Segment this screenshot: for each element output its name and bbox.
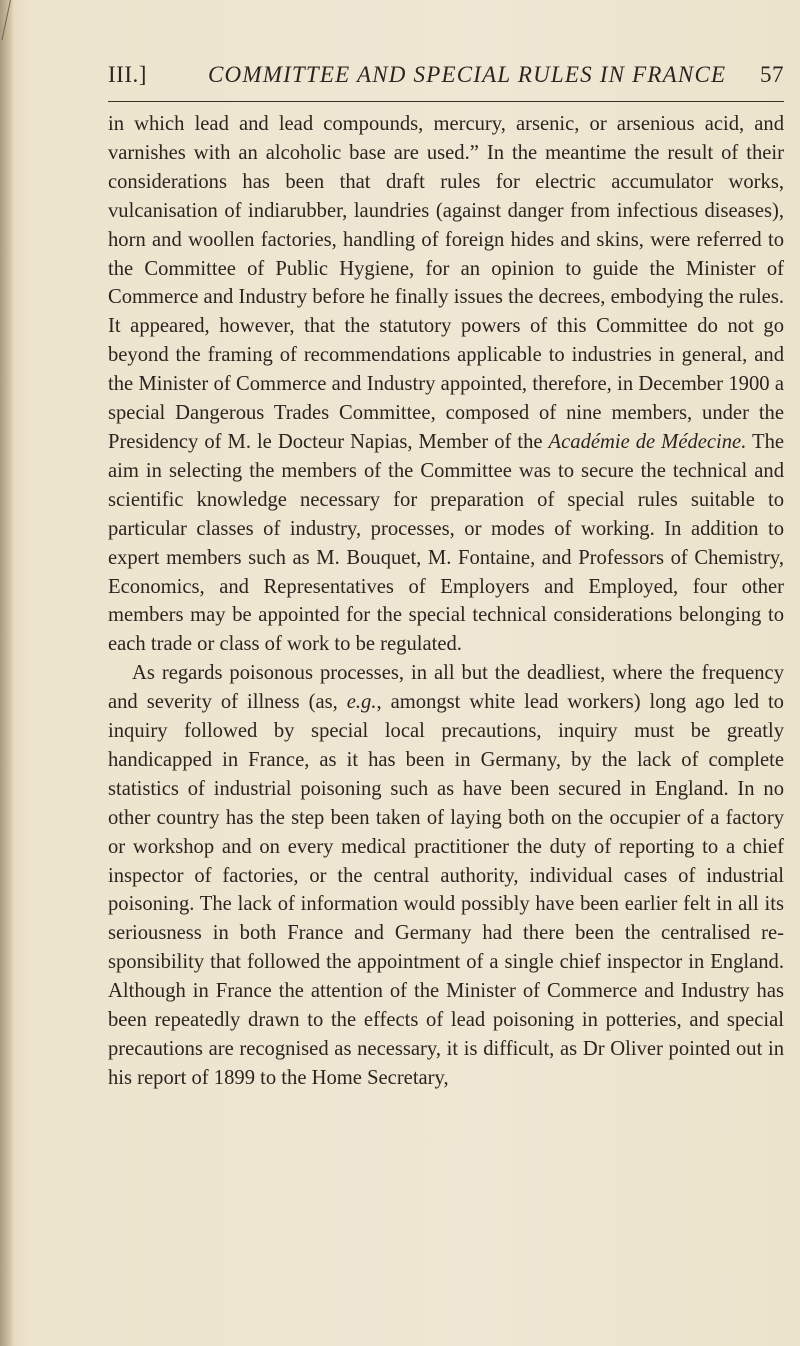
chapter-number: III.]: [108, 62, 147, 87]
paragraph: [108, 659, 784, 1093]
italic-span: e.g.: [346, 691, 377, 714]
header-rule: [108, 101, 784, 102]
page-number: 57: [760, 62, 784, 87]
text-span: As regards poisonous processes, in all but the deadliest, where the frequency and severity of illness (as,: [108, 662, 784, 714]
italic-span: Académie de Médecine.: [548, 430, 747, 453]
body-text: [108, 110, 784, 1093]
text-span: in which lead and lead compounds, mercury, arsenic, or arsenious acid, and varnishes with an alcoholic base are used.” In the meantime the result of their considerations has been that draft rules for electric accumulator works, vulcanisation of indiarubber, laundries (against danger from infectious diseases), horn and woollen factories, handling of foreign hides and skins, were referred to the Committee of Public Hygiene, for an opinion to guide the Minister of Commerce and Industry before he finally issues the decrees, embodying the rules. It appeared, however, that the statutory powers of this Committee do not go beyond the framing of recommendations applicable to industries in general, and the Minister of Commerce and Industry appointed, therefore, in December 1900 a special Dangerous Trades Committee, composed of nine members, under the Presidency of M. le Docteur Napias, Member of the: [108, 113, 784, 453]
text-span: The aim in selecting the members of the Committee was to secure the technical and scientific knowledge necessary for preparation of special rules suitable to particular classes of industry, processes, or modes of working. In addition to expert members such as M. Bouquet, M. Fontaine, and Professors of Chemistry, Economics, and Representatives of Employers and Employed, four other members may be appointed for the special technical considerations belonging to each trade or class of work to be regulated.: [108, 430, 785, 656]
running-title: COMMITTEE AND SPECIAL RULES IN FRANCE: [208, 62, 727, 87]
binding-shadow: [0, 0, 14, 1346]
paragraph: [108, 110, 784, 659]
text-span: , amongst white lead workers) long ago led to inquiry followed by special local precautions, inquiry must be greatly handicapped in France, as it has been in Germany, by the lack of complete statistics of industrial poisoning such as have been secured in England. In no other country has the step been taken of laying both on the occupier of a factory or workshop and on every medical practitioner the duty of reporting to a chief inspector of factories, or the central authority, individual cases of industrial poisoning. The lack of information would possibly have been earlier felt in all its seriousness in both France and Germany had there been the centralised responsibility that followed the appointment of a single chief inspector in England. Although in France the attention of the Minister of Commerce and Industry has been repeatedly drawn to the effects of lead poisoning in potteries, and special precautions are recognised as necessary, it is difficult, as Dr Oliver pointed out in his report of 1899 to the Home Secretary,: [108, 691, 784, 1089]
running-head: [108, 62, 784, 92]
